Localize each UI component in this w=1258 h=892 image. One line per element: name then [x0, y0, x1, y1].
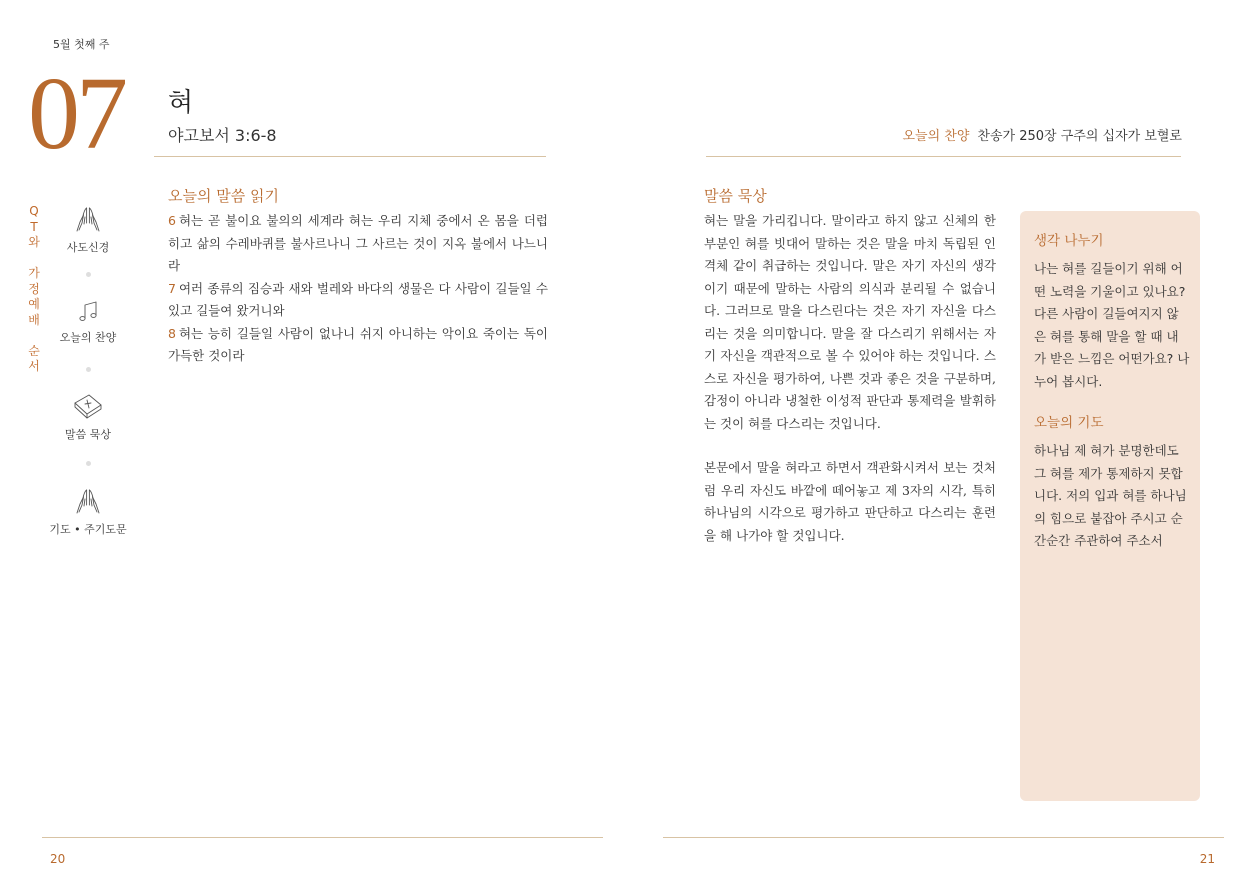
page-title: 혀: [168, 88, 194, 118]
page-number-right: 21: [1199, 852, 1215, 866]
page-number-left: 20: [50, 852, 66, 866]
order-item-prayer: [43, 487, 133, 537]
scripture-passage: [168, 210, 548, 368]
order-item-creed: [43, 205, 133, 255]
divider-dot: [86, 367, 91, 372]
divider-dot: [86, 461, 91, 466]
praise-value: 찬송가 250장 구주의 십자가 보혈로: [977, 129, 1182, 144]
vertical-title-char: 배: [28, 312, 40, 327]
verse-number: 7: [168, 280, 176, 296]
prayer-text: 하나님 제 혀가 분명한데도 그 혀를 제가 통제하지 못합니다. 저의 입과 혀를 하나님의 힘으로 붙잡아 주시고 순간순간 주관하여 주소서: [1034, 443, 1187, 548]
verse: [168, 210, 548, 278]
verse-number: 8: [168, 325, 176, 341]
order-item-label: 기도 • 주기도문: [49, 523, 127, 536]
reflection-box: [1020, 211, 1200, 801]
day-number: 07: [28, 56, 124, 171]
order-item-label: 오늘의 찬양: [59, 331, 117, 344]
sharing-text: 나는 혀를 길들이기 위해 어떤 노력을 기울이고 있나요? 다른 사람이 길들여지지 않은 혀를 통해 말을 할 때 내가 받은 느낌은 어떤가요? 나누어 봅시다.: [1034, 261, 1190, 389]
meditation-paragraph: 본문에서 말을 혀라고 하면서 객관화시켜서 보는 것처럼 우리 자신도 바깥에 떼어놓고 제 3자의 시각, 특히 하나님의 시각으로 평가하고 판단하고 다스리는 훈련을 해 나가야 할 것입니다.: [704, 460, 996, 543]
verse-text: 여러 종류의 짐승과 새와 벌레와 바다의 생물은 다 사람이 길들일 수 있고 길들여 왔거니와: [168, 280, 548, 318]
vertical-section-title: [26, 204, 42, 375]
footer-divider-right: [663, 837, 1224, 838]
sharing-heading: 생각 나누기: [1034, 233, 1104, 249]
meditation-heading: 말씀 묵상: [704, 187, 767, 205]
order-item-praise: [43, 299, 133, 345]
reading-heading: 오늘의 말씀 읽기: [168, 187, 279, 205]
vertical-title-char: 가: [28, 266, 40, 280]
divider-dot: [86, 272, 91, 277]
vertical-title-gap: [26, 251, 42, 267]
praise-label: 오늘의 찬양: [902, 129, 970, 144]
vertical-title-char: 순: [28, 343, 40, 358]
meditation-body: [704, 210, 996, 569]
header-divider-right: [706, 156, 1181, 157]
vertical-title-char: 정: [28, 281, 40, 296]
praying-hands-icon: [74, 205, 102, 235]
verse: [168, 278, 548, 323]
praying-hands-icon: [74, 487, 102, 517]
footer-divider-left: [42, 837, 603, 838]
verse-text: 혀는 능히 길들일 사람이 없나니 쉬지 아니하는 악이요 죽이는 독이 가득한 것이라: [168, 325, 548, 363]
meditation-paragraph: 혀는 말을 가리킵니다. 말이라고 하지 않고 신체의 한 부분인 혀를 빗대어 말하는 것은 말을 마치 독립된 인격체 같이 취급하는 것입니다. 말은 자기 자신의 생각이기 때문에 말하는 사람의 의식과 분리될 수 없습니다. 그러므로 말을 다스린다는 것은 자기 자신을 다스리는 것을 의미합니다. 말을 잘 다스리기 위해서는 자기 자신을 객관적으로 볼 수 있어야 하는 것입니다. 스스로 자신을 평가하여, 나쁜 것과 좋은 것을 구분하며, 감정이 아니라 냉철한 이성적 판단과 통제력을 발휘하는 것이 혀를 다스리는 것입니다.: [704, 213, 996, 431]
music-note-icon: [76, 299, 100, 325]
vertical-title-char: T: [30, 219, 38, 234]
order-item-meditation: [43, 392, 133, 442]
vertical-title-gap: [26, 328, 42, 344]
order-item-label: 사도신경: [66, 241, 110, 254]
bible-icon: [72, 392, 104, 422]
verse-number: 6: [168, 213, 176, 228]
verse: [168, 323, 548, 368]
vertical-title-char: 예: [28, 297, 40, 311]
week-label: 5월 첫째 주: [53, 38, 110, 51]
todays-praise: [902, 125, 1182, 144]
verse-text: 혀는 곧 불이요 불의의 세계라 혀는 우리 지체 중에서 온 몸을 더럽히고 삶의 수레바퀴를 불사르나니 그 사르는 것이 지옥 불에서 나느니라: [168, 213, 548, 273]
order-item-label: 말씀 묵상: [64, 428, 111, 441]
vertical-title-char: 와: [28, 235, 40, 249]
vertical-title-char: 서: [28, 359, 40, 373]
prayer-heading: 오늘의 기도: [1034, 415, 1104, 431]
scripture-reference: 야고보서 3:6-8: [168, 126, 277, 145]
vertical-title-char: Q: [29, 204, 39, 218]
header-divider-left: [154, 156, 546, 157]
